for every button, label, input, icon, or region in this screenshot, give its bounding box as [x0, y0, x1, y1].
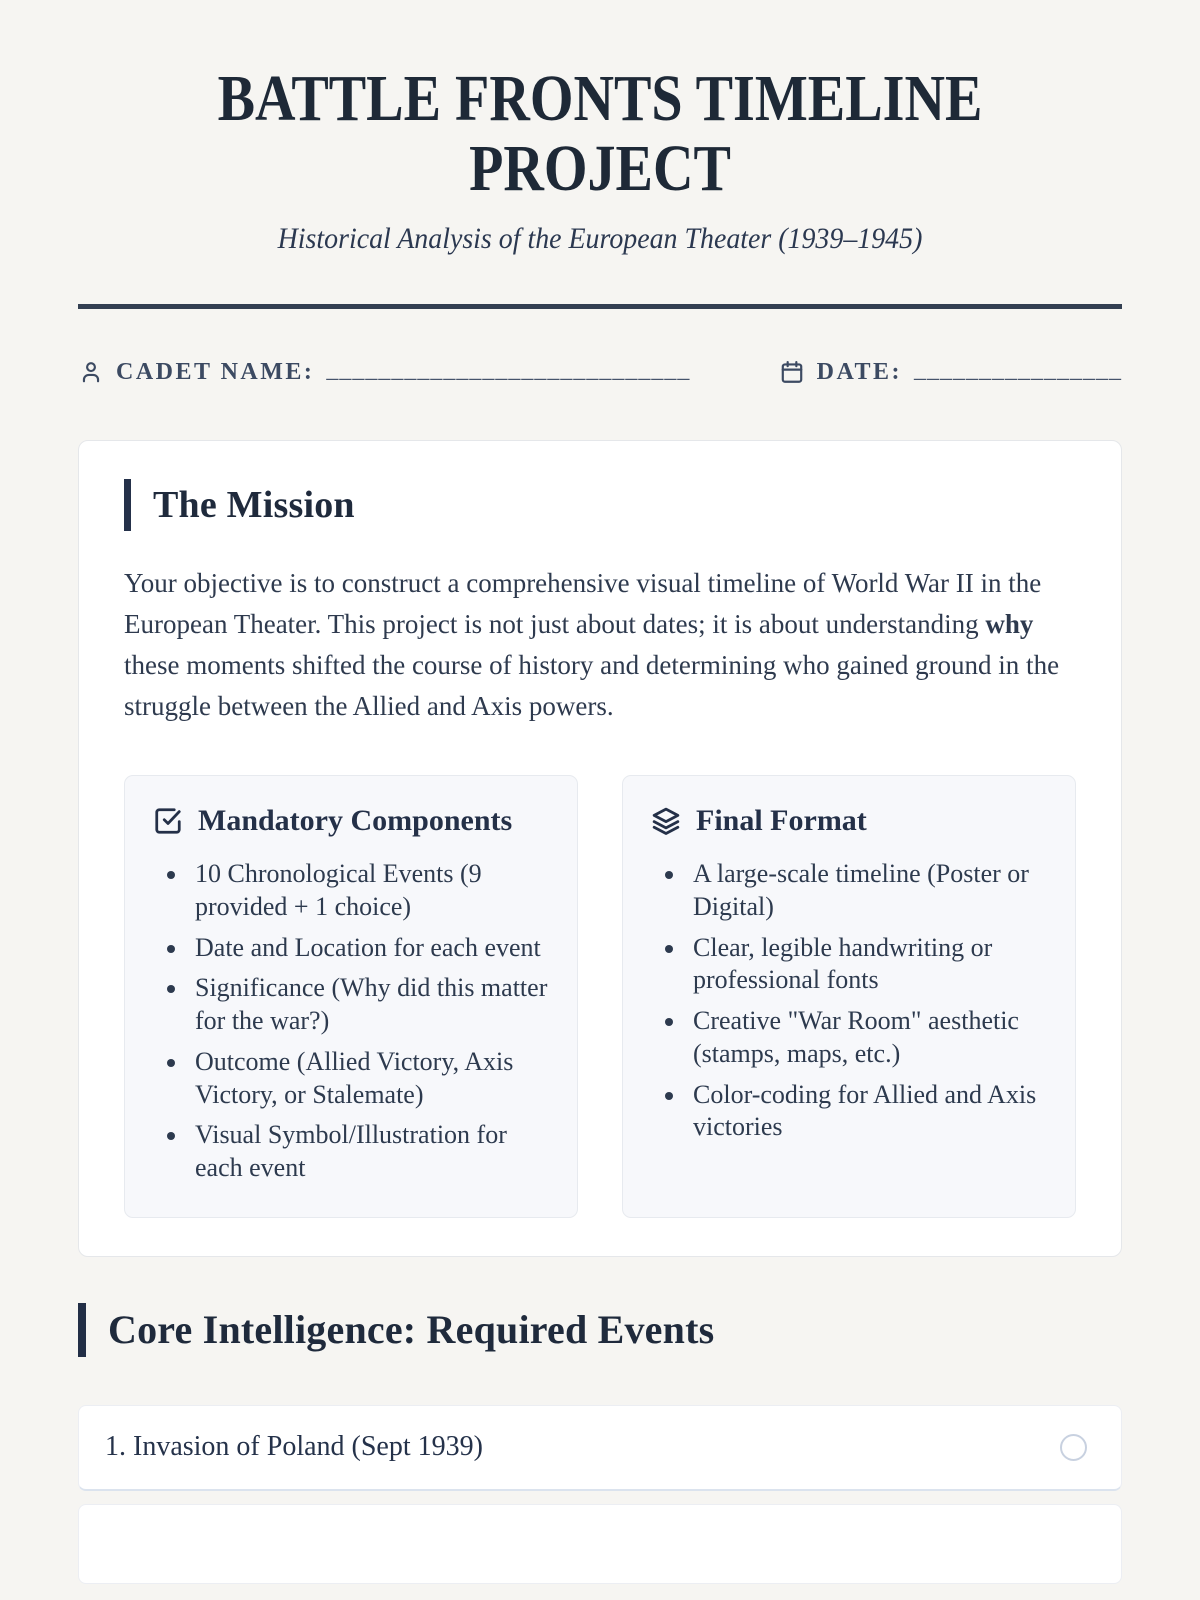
- mission-cards-grid: [124, 775, 1076, 1218]
- mission-section: [78, 440, 1122, 1257]
- header-divider: [78, 304, 1122, 309]
- calendar-icon: [779, 359, 805, 385]
- page-subtitle: Historical Analysis of the European Theater (1939–1945): [277, 221, 923, 255]
- final-format-card: [622, 775, 1076, 1218]
- mission-paragraph: [124, 563, 1076, 727]
- list-item: • Color-coding for Allied and Axis victories: [687, 1079, 1049, 1145]
- cadet-name-field: [78, 356, 691, 386]
- date-label: DATE:: [816, 358, 902, 385]
- final-format-title: Final Format: [696, 804, 867, 838]
- document-header: [78, 64, 1122, 309]
- mission-text-lead: Your objective is to construct a comprehensive visual timeline of World War II in the European Theater. This project is not just about dates; it is about understanding: [124, 567, 1042, 639]
- layers-icon: [651, 806, 681, 836]
- final-format-header: [651, 804, 1049, 838]
- heading-accent-bar: [124, 479, 131, 531]
- list-item: • Date and Location for each event: [189, 932, 551, 965]
- mission-text-tail: these moments shifted the course of history and determining who gained ground in the struggle between the Allied and Axis powers.: [124, 649, 1060, 721]
- event-label: 1. Invasion of Poland (Sept 1939): [105, 1431, 483, 1463]
- circle-outline-icon[interactable]: [1060, 1434, 1087, 1461]
- worksheet-page: [78, 0, 1122, 1584]
- cadet-name-label: CADET NAME:: [116, 358, 315, 385]
- page-title: BATTLE FRONTS TIMELINE PROJECT: [217, 62, 983, 205]
- list-item: • Visual Symbol/Illustration for each event: [189, 1119, 551, 1185]
- event-row-1: [78, 1405, 1122, 1491]
- user-icon: [78, 359, 104, 385]
- mandatory-components-title: Mandatory Components: [198, 804, 513, 838]
- final-format-list: [651, 858, 1049, 1144]
- list-item: • A large-scale timeline (Poster or Digital): [687, 858, 1049, 924]
- cadet-name-blank: ____________________________: [326, 356, 691, 383]
- mandatory-components-header: [153, 804, 551, 838]
- event-row-2-partial: [78, 1504, 1122, 1584]
- check-square-icon: [153, 806, 183, 836]
- list-item: • Significance (Why did this matter for the war?): [189, 972, 551, 1038]
- date-blank: ________________: [914, 356, 1122, 383]
- mission-heading-text: The Mission: [153, 483, 355, 526]
- list-item: • Outcome (Allied Victory, Axis Victory, or Stalemate): [189, 1046, 551, 1112]
- list-item: • Creative "War Room" aesthetic (stamps, maps, etc.): [687, 1005, 1049, 1071]
- mandatory-components-list: [153, 858, 551, 1185]
- heading-accent-bar: [78, 1303, 86, 1357]
- date-field: [779, 356, 1122, 386]
- identification-row: [78, 356, 1122, 386]
- list-item: • 10 Chronological Events (9 provided + 1 choice): [189, 858, 551, 924]
- events-heading-text: Core Intelligence: Required Events: [108, 1307, 715, 1353]
- mandatory-components-card: [124, 775, 578, 1218]
- events-section-heading: [78, 1303, 1122, 1357]
- mission-heading: [124, 479, 1076, 531]
- mission-text-emphasis: why: [985, 608, 1034, 639]
- list-item: • Clear, legible handwriting or professional fonts: [687, 932, 1049, 998]
